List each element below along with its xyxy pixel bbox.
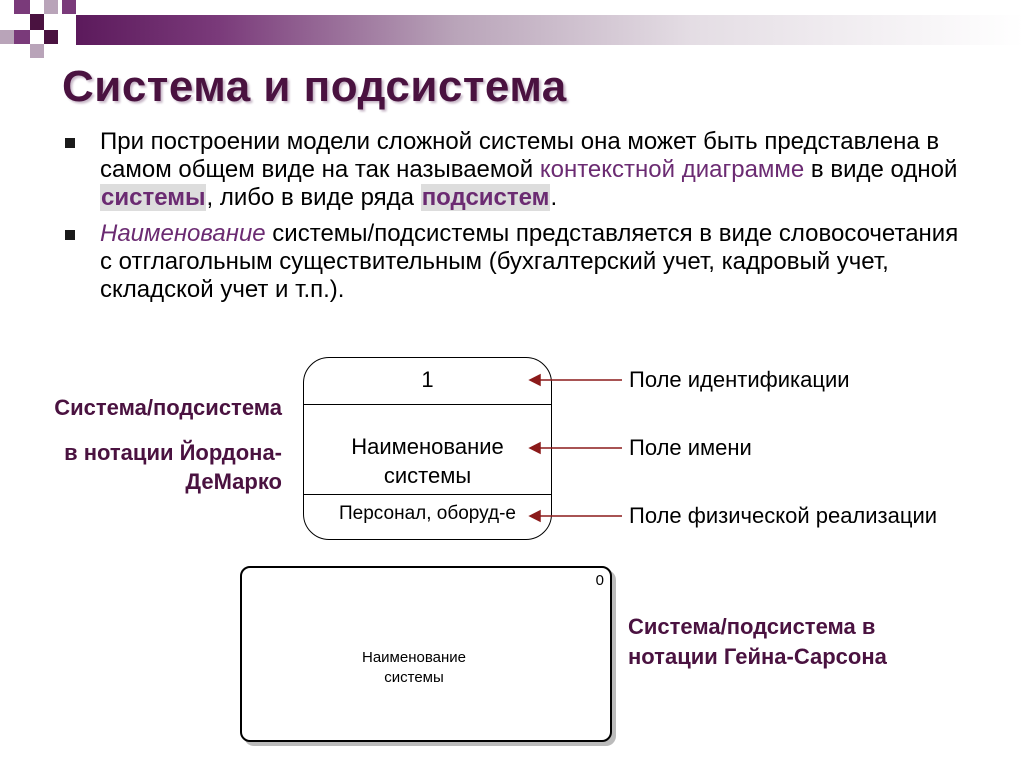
gs-process-number: 0 (595, 572, 604, 589)
term-system: системы (101, 184, 206, 211)
gs-process-name: Наименование системы (362, 649, 466, 686)
yourdon-label-line1: Система/подсистема (54, 395, 282, 420)
arrow-head (530, 443, 540, 453)
process-name-line1: Наименование (351, 434, 504, 459)
arrow-head (530, 511, 540, 521)
link-context-diagram[interactable]: контекстной диаграмме (539, 156, 805, 183)
slide-title: Система и подсистема (62, 62, 567, 111)
arrow-head (530, 375, 540, 385)
yourdon-label-line2: в нотации Йордона- (64, 440, 282, 465)
process-name-line2: системы (383, 463, 472, 488)
field-id-label: Поле идентификации (629, 367, 850, 392)
term-naming: Наименование (100, 220, 266, 247)
field-name-label: Поле имени (629, 435, 752, 460)
process-impl: Персонал, оборуд-е (339, 503, 516, 524)
term-subsystems: подсистем (421, 184, 550, 211)
gane-sarson-process-box (240, 566, 612, 742)
field-impl-label: Поле физической реализации (629, 503, 938, 528)
yourdon-label-line3: ДеМарко (185, 469, 282, 494)
bullet-item: При построении модели сложной системы она может быть представлена в самом общем виде на так называемой контекстной диаграмме в виде одной системы, либо в виде ряда подсистем. (62, 128, 967, 212)
bullet-item: Наименование системы/подсистемы представляется в виде словосочетания с отглагольным существительным (бухгалтерский учет, кадровый учет, складской учет и т.п.). (62, 220, 967, 304)
process-id: 1 (421, 367, 434, 392)
gane-sarson-label: Система/подсистема в нотации Гейна-Сарсона (628, 614, 887, 669)
